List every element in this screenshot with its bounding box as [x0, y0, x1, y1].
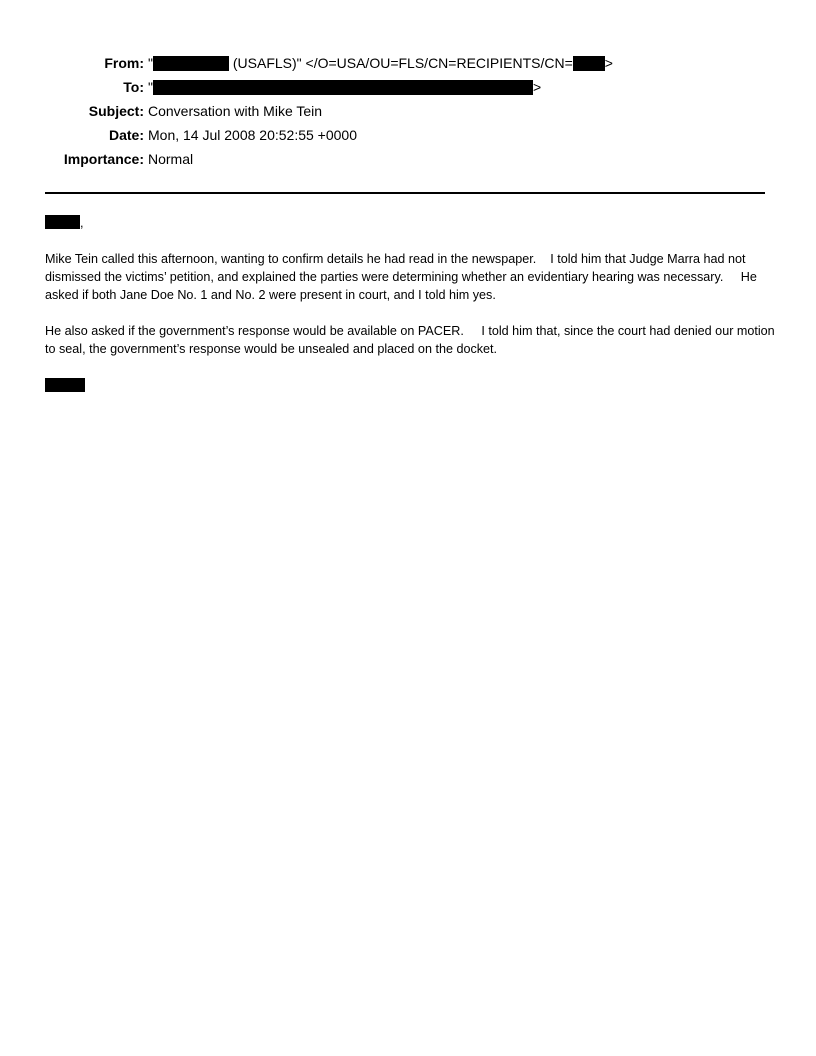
from-row: [0, 53, 816, 77]
body-paragraph: He also asked if the government’s response would be available on PACER. I told him that, since the court had denied our motion to seal, the government’s response would be unsealed and placed on the docket.: [45, 324, 779, 356]
date-label: Date:: [108, 127, 144, 143]
from-value: [148, 53, 613, 73]
redaction-block: [45, 378, 85, 392]
to-close: >: [532, 79, 542, 95]
greeting: [45, 214, 775, 232]
from-label: From:: [104, 55, 144, 71]
greeting-comma: ,: [80, 216, 84, 230]
from-address: (USAFLS)" </O=USA/OU=FLS/CN=RECIPIENTS/CN=: [228, 55, 573, 71]
subject-value: Conversation with Mike Tein: [148, 103, 323, 119]
redaction-block: [573, 56, 605, 71]
to-open-quote: ": [148, 79, 153, 95]
email-header: [0, 53, 816, 173]
to-label: To:: [123, 79, 144, 95]
from-open-quote: ": [148, 55, 153, 71]
body-paragraph: Mike Tein called this afternoon, wanting to confirm details he had read in the newspaper. I told him that Judge Marra had not dismissed the victims’ petition, and explained the parties were determining whether an evidentiary hearing was necessary. He asked if both Jane Doe No. 1 and No. 2 were present in court, and I told him yes.: [45, 252, 761, 302]
redaction-block: [153, 80, 533, 95]
importance-value: Normal: [148, 151, 194, 167]
importance-row: [0, 149, 816, 173]
signature: [45, 376, 775, 392]
redaction-block: [153, 56, 229, 71]
to-value: [148, 77, 541, 97]
header-divider: [45, 192, 765, 194]
redaction-block: [45, 215, 80, 229]
subject-label: Subject:: [88, 103, 144, 119]
date-value: Mon, 14 Jul 2008 20:52:55 +0000: [148, 127, 358, 143]
to-row: [0, 77, 816, 101]
subject-row: [0, 101, 816, 125]
email-body: [45, 214, 779, 392]
date-row: [0, 125, 816, 149]
importance-label: Importance:: [63, 151, 144, 167]
from-close: >: [604, 55, 613, 71]
